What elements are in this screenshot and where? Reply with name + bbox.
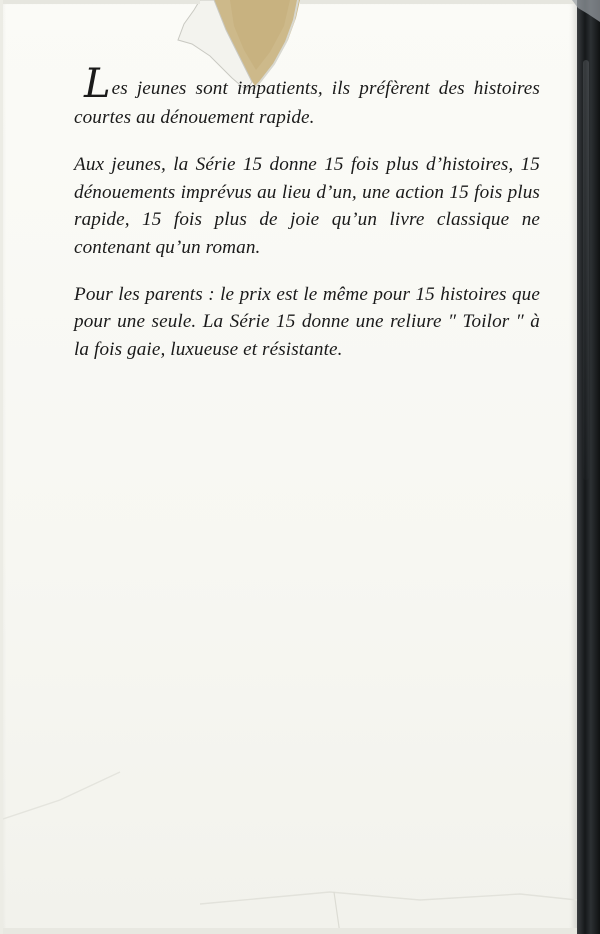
spine-corner-wear [572,0,600,22]
top-edge-shadow [0,0,200,4]
spine-highlight [583,60,589,480]
paragraph-1 [74,61,540,131]
blurb-text [74,61,540,383]
paragraph-2 [74,151,540,261]
top-edge-shadow-right [300,0,577,4]
paragraph-3-text: Pour les parents : le prix est le même pour 15 histoires que pour une seule. La Série 15 donne une reliure ″ Toilor ″ à la fois gaie, luxueuse et résistante. [74,284,540,360]
drop-cap: L [84,61,111,107]
paragraph-2-text: Aux jeunes, la Série 15 donne 15 fois plus d’histoires, 15 dénouements imprévus au lieu d’un, une action 15 fois plus rapide, 15 fois plus de joie qu’un livre classique ne contenant qu’un roman. [74,154,540,258]
paragraph-1-text: es jeunes sont impatients, ils préfèrent des histoires courtes au dénouement rapide. [74,78,540,128]
paragraph-3 [74,281,540,363]
